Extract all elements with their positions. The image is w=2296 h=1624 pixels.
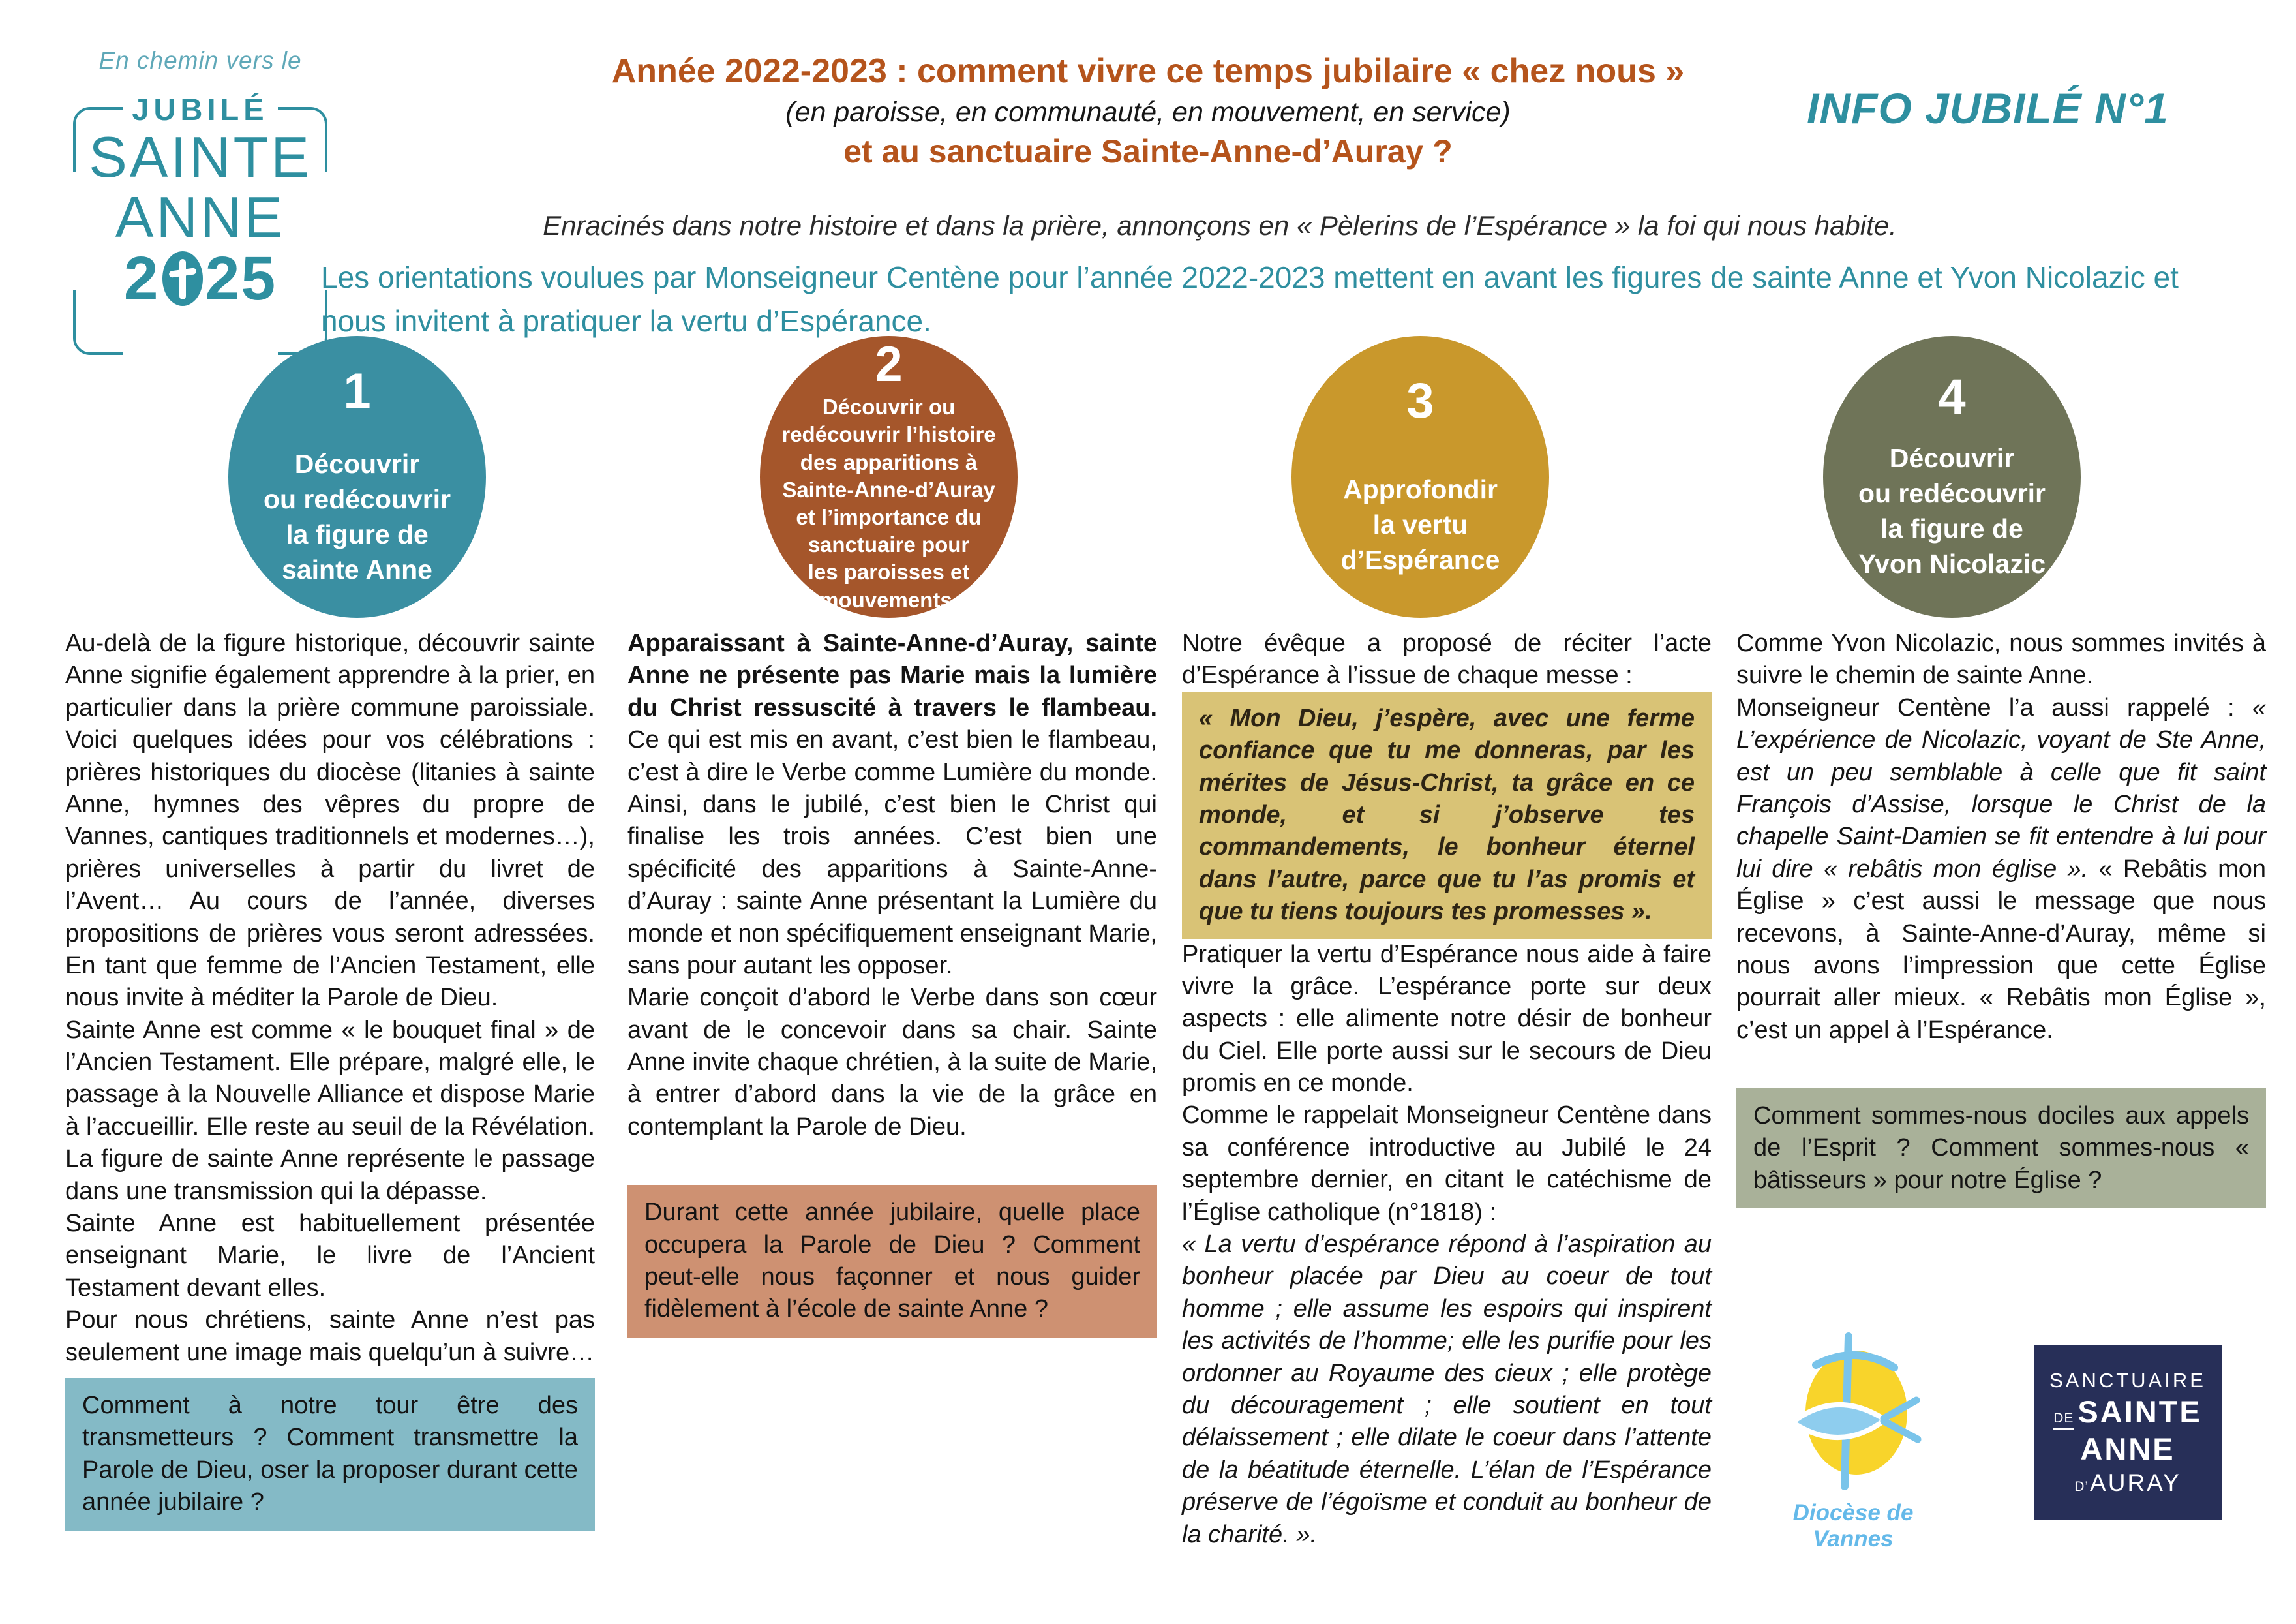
page-title-line1: Année 2022-2023 : comment vivre ce temps jubilaire « chez nous » [611,52,1685,90]
column-sainte-anne [65,628,595,1531]
column-esperance [1182,628,1712,1551]
diocese-fish-cross-icon [1765,1331,1941,1494]
logo-frame [73,81,327,355]
objective-circle-2 [760,336,1018,618]
diocese-de-vannes-logo [1752,1331,1954,1552]
objective-label: Approfondir la vertu d’Espérance [1340,474,1500,575]
sanctuary-sainte: SAINTE [2077,1394,2202,1430]
paragraph: Comme le rappelait Monseigneur Centène dans sa conférence introductive au Jubilé le 24 septembre dernier, en citant le catéchisme de l’Église catholique (n°1818) : [1182,1101,1712,1226]
logo-word-anne: ANNE [115,185,286,250]
objective-circle-4 [1823,336,2081,618]
sanctuary-de: DE [2053,1410,2074,1430]
paragraph: Pour nous chrétiens, sainte Anne n’est pas seulement une image mais quelqu’un à suivre… [65,1306,595,1366]
question-box-olive: Comment sommes-nous dociles aux appels de l’Esprit ? Comment sommes-nous « bâtisseurs » pour notre Église ? [1736,1088,2266,1208]
sanctuary-anne: ANNE [2080,1432,2175,1467]
question-box-teal: Comment à notre tour être des transmetteurs ? Comment transmettre la Parole de Dieu, oser la proposer durant cette année jubilaire ? [65,1378,595,1531]
diocese-caption: Diocèse de Vannes [1792,1500,1914,1552]
paragraph-rest: « Rebâtis mon Église » c’est aussi le message que nous recevons, à Sainte-Anne-d’Auray, même si nous avons l’impression que cette Église pourrait aller mieux. « Rebâtis mon Église », c’est un appel à l’Espérance. [1736,855,2266,1044]
intro-paragraph: Les orientations voulues par Monseigneur Centène pour l’année 2022-2023 mettent en avant les figures de sainte Anne et Yvon Nicolazic et nous invitent à pratiquer la vertu d’Espérance. [321,260,2179,338]
frame-corner-top-left [73,107,123,172]
logo-year-prefix: 2 [123,243,160,313]
paragraph [627,628,1157,982]
page-title-line3: et au sanctuaire Sainte-Anne-d’Auray ? [843,132,1453,170]
paragraph-rest: Ce qui est mis en avant, c’est bien le flambeau, c’est à dire le Verbe comme Lumière du monde. Ainsi, dans le jubilé, c’est bien le Christ qui finalise les trois années. C’est bien une spécificité des apparitions à Sainte-Anne-d’Auray : sainte Anne présentant la Lumière du monde et non spécifiquement enseignant Marie, sans pour autant les opposer. [627,726,1157,979]
paragraph: Au-delà de la figure historique, découvrir sainte Anne signifie également apprendre à la prier, en particulier dans la prière commune paroissiale. Voici quelques idées pour vos célébrations : prières historiques du diocèse (litanies à sainte Anne, hymnes des vêpres du propre de Vannes, cantiques traditionnels et modernes…), prières universelles à partir du livret de l’Avent… Au cours de l’année, diverses propositions de prières vous seront adressées. En tant que femme de l’Ancien Testament, elle nous invite à méditer la Parole de Dieu. [65,630,595,1012]
sanctuary-line4 [2074,1468,2181,1497]
sanctuary-d-apostrophe: D’ [2074,1478,2089,1494]
jubile-2025-logo [73,47,327,360]
sanctuaire-logo-box [2034,1345,2222,1520]
objective-label: Découvrir ou redécouvrir l’histoire des apparitions à Sainte-Anne-d’Auray et l’importance du sanctuaire pour les paroisses et mouvements. [781,395,996,612]
masthead-info-jubile: INFO JUBILÉ N°1 [1807,84,2169,132]
page-title-line2: (en paroisse, en communauté, en mouvement, en service) [785,96,1511,128]
sanctuary-line1: SANCTUAIRE [2049,1369,2206,1392]
question-box-salmon: Durant cette année jubilaire, quelle place occupera la Parole de Dieu ? Comment peut-elle nous façonner et nous guider fidèlement à l’école de sainte Anne ? [627,1185,1157,1338]
frame-corner-top-right [278,107,327,172]
catechism-quote: « La vertu d’espérance répond à l’aspiration au bonheur placée par Dieu au coeur de tout homme ; elle assume les espoirs qui inspirent les activités de l’homme; elle les purifie pour les ordonner au Royaume des cieux ; elle protège du découragement ; elle soutient en tout délaissement ; elle dilate le coeur dans l’attente de la béatitude éternelle. L’élan de l’Espérance préserve de l’égoïsme et conduit au bonheur de la charité. ». [1182,1231,1712,1548]
logo-tagline: En chemin vers le [98,47,302,74]
paragraph-lead: Monseigneur Centène l’a aussi rappelé : [1736,694,2252,722]
column-nicolazic [1736,628,2266,1208]
cross-icon [162,251,203,306]
objective-number: 2 [875,337,903,393]
header-title-block [574,52,1722,170]
objective-circle-1 [228,336,486,618]
logo-word-sainte: SAINTE [89,125,312,189]
page-subtitle: Enracinés dans notre histoire et dans la prière, annonçons en « Pèlerins de l’Espérance » la foi qui nous habite. [543,210,1897,241]
paragraph: Comme Yvon Nicolazic, nous sommes invités à suivre le chemin de sainte Anne. [1736,630,2266,690]
sanctuary-auray: AURAY [2090,1469,2181,1496]
paragraph: Marie conçoit d’abord le Verbe dans son cœur avant de le concevoir dans sa chair. Sainte Anne invite chaque chrétien, à la suite de Marie, à entrer d’abord dans la vie de la grâce en contemplant la Parole de Dieu. [627,984,1157,1141]
paragraph: Notre évêque a proposé de réciter l’acte d’Espérance à l’issue de chaque messe : [1182,630,1712,690]
objective-label: Découvrir ou redécouvrir la figure de Yvon Nicolazic [1858,442,2046,579]
paragraph: Sainte Anne est habituellement présentée enseignant Marie, le livre de l’Ancient Testament devant elles. [65,1210,595,1302]
sanctuary-line2 [2053,1393,2202,1430]
paragraph: Sainte Anne est comme « le bouquet final » de l’Ancien Testament. Elle prépare, malgré elle, le passage à la Nouvelle Alliance et dispose Marie à l’accueillir. Elle reste au seuil de la Révélation. La figure de sainte Anne représente le passage dans une transmission qui la dépasse. [65,1016,595,1205]
paragraph [1736,692,2266,1047]
paragraph: Pratiquer la vertu d’Espérance nous aide à faire vivre la grâce. L’espérance porte sur deux aspects : elle alimente notre désir de bonheur du Ciel. Elle porte aussi sur le secours de Dieu promis en ce monde. [1182,940,1712,1097]
prayer-quote-box: « Mon Dieu, j’espère, avec une ferme confiance que tu me donneras, par les mérites de Jésus-Christ, ta grâce en ce monde, et si j’observe tes commandements, le bonheur éternel dans l’autre, parce que tu l’as promis et que tu tiens toujours tes promesses ». [1182,692,1712,939]
objective-label: Découvrir ou redécouvrir la figure de sainte Anne [263,448,451,585]
objective-number: 1 [343,363,371,419]
objective-circle-3 [1292,336,1549,618]
objective-number: 3 [1406,373,1434,429]
logo-year-suffix: 25 [205,243,277,313]
logo-word-jubile: JUBILÉ [132,92,269,127]
paragraph-lead-bold: Apparaissant à Sainte-Anne-d’Auray, sainte Anne ne présente pas Marie mais la lumière du Christ ressuscité à travers le flambeau. [627,630,1157,722]
column-apparitions [627,628,1157,1338]
quote-italic: « L’expérience de Nicolazic, voyant de Ste Anne, est un peu semblable à celle que fit saint François d’Assise, lorsque le Christ de la chapelle Saint-Damien se fit entendre à lui pour lui dire « rebâtis mon église ». [1736,694,2266,883]
objective-number: 4 [1938,369,1966,425]
frame-corner-bottom-left [73,290,123,355]
